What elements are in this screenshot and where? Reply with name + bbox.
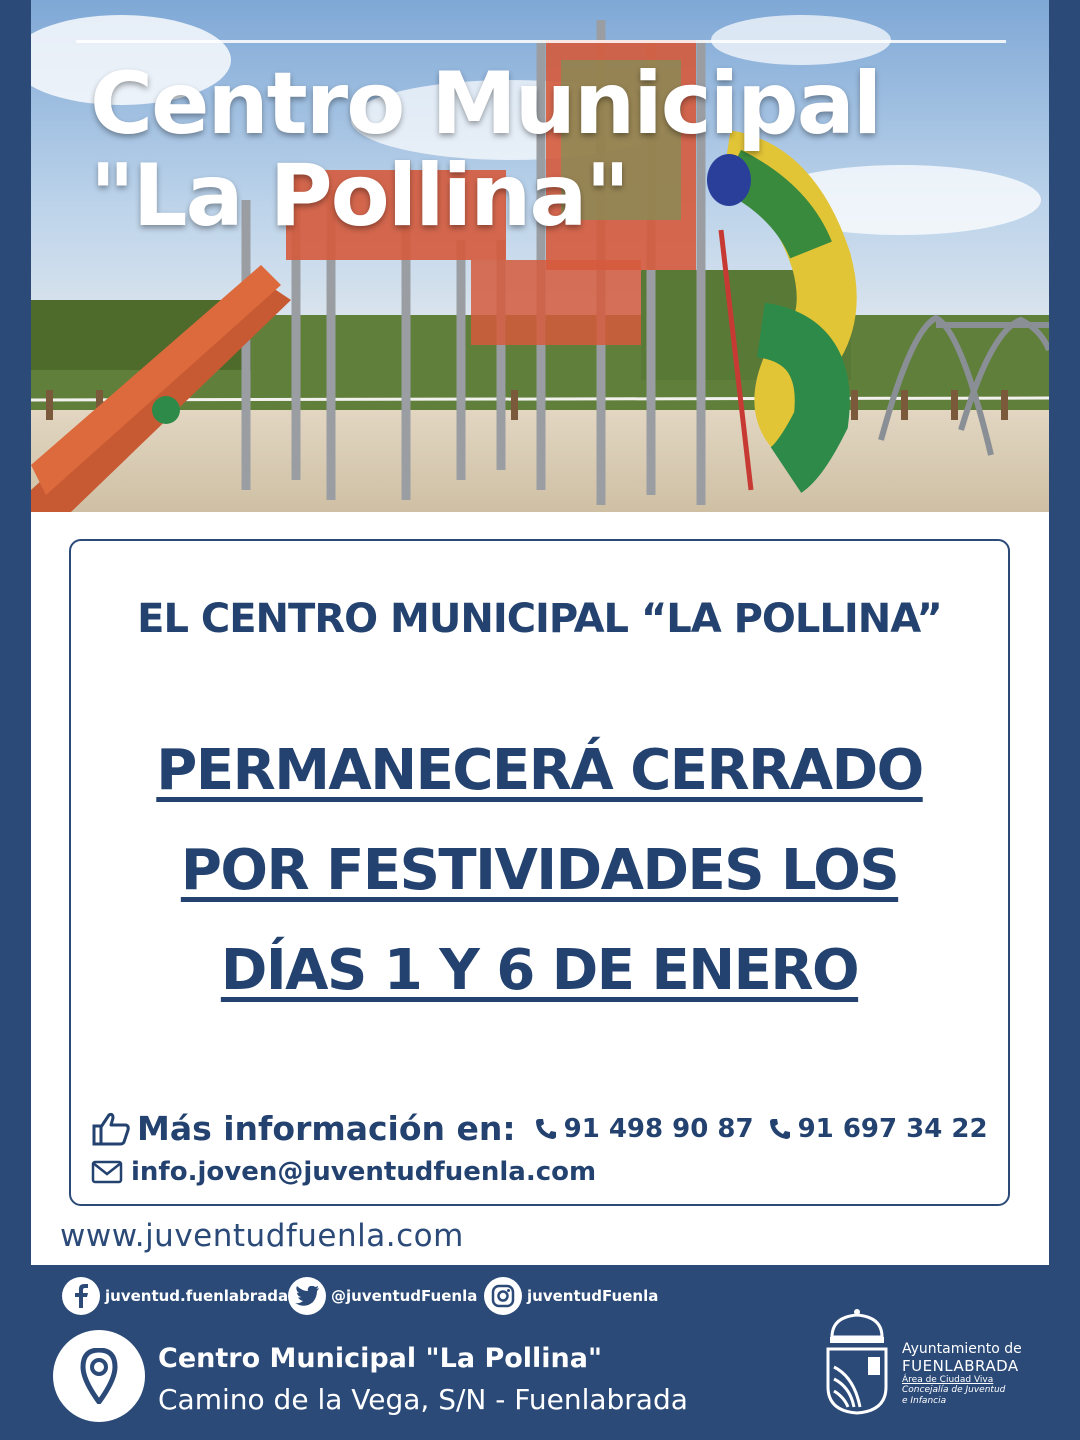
notice-box xyxy=(69,539,1010,1206)
facebook-icon xyxy=(62,1277,100,1315)
instagram-handle: juventudFuenla xyxy=(527,1287,659,1305)
more-info-label: Más información en: xyxy=(137,1109,516,1148)
phone-2[interactable] xyxy=(768,1114,988,1144)
fuenlabrada-crest-logo xyxy=(824,1307,890,1415)
phone-icon xyxy=(768,1117,792,1141)
email-address: info.joven@juventudfuenla.com xyxy=(131,1157,597,1187)
closure-line-3: DÍAS 1 Y 6 DE ENERO xyxy=(220,938,859,1003)
right-border xyxy=(1049,0,1080,1440)
center-address: Camino de la Vega, S/N - Fuenlabrada xyxy=(158,1383,688,1416)
phone-icon xyxy=(534,1117,558,1141)
closure-message xyxy=(71,731,1008,1031)
twitter-handle: @juventudFuenla xyxy=(331,1287,478,1305)
hero-title-line2: "La Pollina" xyxy=(90,146,629,246)
left-border xyxy=(0,0,31,1440)
ayuntamiento-text xyxy=(902,1341,1022,1407)
phone-1-number: 91 498 90 87 xyxy=(563,1113,754,1144)
org-line-5: e Infancia xyxy=(902,1396,947,1406)
notice-subtitle: EL CENTRO MUNICIPAL “LA POLLINA” xyxy=(137,596,942,642)
phone-1[interactable] xyxy=(534,1114,754,1144)
closure-line-1: PERMANECERÁ CERRADO xyxy=(156,738,923,803)
facebook-handle: juventud.fuenlabrada xyxy=(105,1287,289,1305)
closure-line-2: POR FESTIVIDADES LOS xyxy=(180,838,899,903)
location-pin-badge xyxy=(53,1330,145,1422)
contact-info-row xyxy=(91,1109,1002,1148)
thumbs-up-icon xyxy=(91,1112,131,1146)
org-line-1: Ayuntamiento de xyxy=(902,1341,1022,1357)
org-line-2: FUENLABRADA xyxy=(902,1357,1019,1375)
email-link[interactable] xyxy=(91,1157,596,1187)
location-pin-icon xyxy=(79,1348,119,1404)
facebook-link[interactable] xyxy=(62,1277,288,1315)
twitter-icon xyxy=(288,1277,326,1315)
twitter-link[interactable] xyxy=(288,1277,477,1315)
envelope-icon xyxy=(91,1160,123,1184)
hero-title xyxy=(90,54,881,246)
instagram-link[interactable] xyxy=(484,1277,658,1315)
footer xyxy=(31,1265,1049,1440)
org-line-3: Área de Ciudad Viva xyxy=(902,1375,994,1385)
center-name: Centro Municipal "La Pollina" xyxy=(158,1343,603,1374)
hero-top-line xyxy=(76,40,1006,43)
hero-title-line1: Centro Municipal xyxy=(90,54,881,154)
org-line-4: Concejalía de Juventud xyxy=(902,1385,1006,1395)
instagram-icon xyxy=(484,1277,522,1315)
phone-2-number: 91 697 34 22 xyxy=(797,1113,988,1144)
website-link[interactable]: www.juventudfuenla.com xyxy=(60,1218,464,1254)
